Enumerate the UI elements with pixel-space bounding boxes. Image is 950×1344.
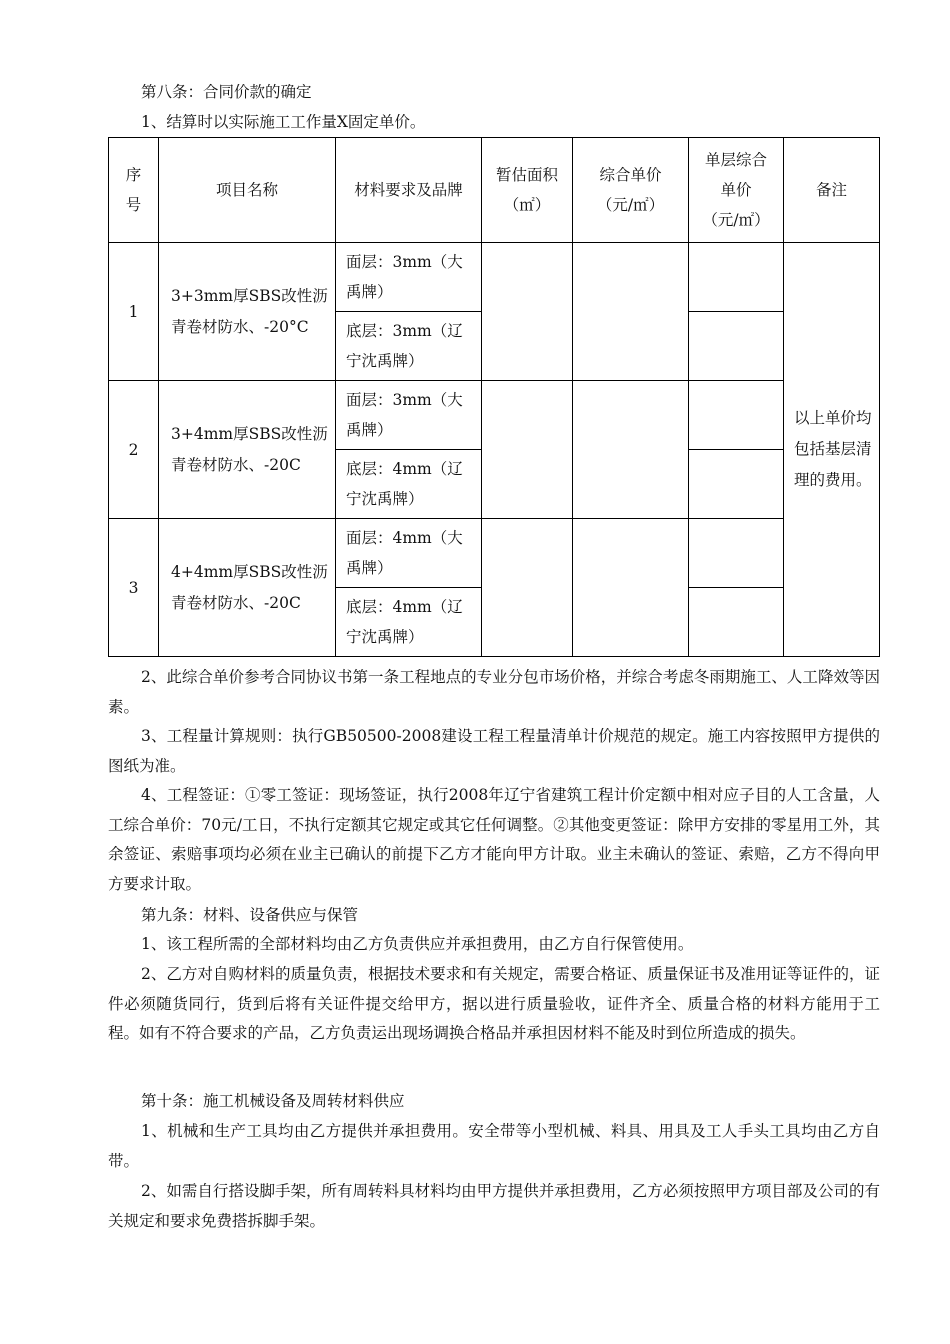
- section-8-title: 第八条：合同价款的确定: [141, 83, 312, 101]
- cell-top-layer: 面层：4mm（大禹牌）: [336, 519, 482, 588]
- section-10-item-1: 1、机械和生产工具均由乙方提供并承担费用。安全带等小型机械、料具、用具及工人手头工具均由乙方自带。: [108, 1122, 880, 1170]
- cell-note: 以上单价均包括基层清理的费用。: [784, 243, 880, 657]
- header-estimated-area: 暂估面积 （㎡）: [482, 138, 573, 243]
- section-9-item-2: 2、乙方对自购材料的质量负责，根据技术要求和有关规定，需要合格证、质量保证书及准用证等证件的，证件必须随货同行，货到后将有关证件提交给甲方，据以进行质量验收，证件齐全、质量合格的材料方能用于工程。如有不符合要求的产品，乙方负责运出现场调换合格品并承担因材料不能及时到位所造成的损失。: [108, 965, 880, 1042]
- price-table: [108, 137, 880, 657]
- cell-bottom-layer: 底层：4mm（辽宁沈禹牌）: [336, 588, 482, 657]
- header-layer-unit-price: 单层综合 单价 （元/㎡）: [689, 138, 784, 243]
- table-header-row: [109, 138, 880, 243]
- section-8-item-4: 4、工程签证：①零工签证：现场签证，执行2008年辽宁省建筑工程计价定额中相对应子目的人工含量，人工综合单价：70元/工日，不执行定额其它规定或其它任何调整。②其他变更签证：除甲方安排的零星用工外，其余签证、索赔事项均必须在业主已确认的前提下乙方才能向甲方计取。业主未确认的签证、索赔，乙方不得向甲方要求计取。: [108, 786, 880, 893]
- section-9-title: 第九条：材料、设备供应与保管: [141, 906, 359, 924]
- table-row: [109, 243, 880, 312]
- cell-layer-price: [689, 519, 784, 588]
- cell-item-name: 3+4mm厚SBS改性沥青卷材防水、-20C: [159, 381, 336, 519]
- section-10-title: 第十条：施工机械设备及周转材料供应: [141, 1092, 405, 1110]
- header-material: 材料要求及品牌: [336, 138, 482, 243]
- cell-layer-price: [689, 588, 784, 657]
- cell-layer-price: [689, 312, 784, 381]
- cell-unit-price: [573, 519, 689, 657]
- header-item-name: 项目名称: [159, 138, 336, 243]
- cell-bottom-layer: 底层：4mm（辽宁沈禹牌）: [336, 450, 482, 519]
- cell-unit-price: [573, 381, 689, 519]
- header-seq: 序 号: [109, 138, 159, 243]
- cell-top-layer: 面层：3mm（大禹牌）: [336, 381, 482, 450]
- table-row: [109, 381, 880, 450]
- cell-unit-price: [573, 243, 689, 381]
- cell-layer-price: [689, 243, 784, 312]
- cell-item-name: 4+4mm厚SBS改性沥青卷材防水、-20C: [159, 519, 336, 657]
- cell-bottom-layer: 底层：3mm（辽宁沈禹牌）: [336, 312, 482, 381]
- section-8-item-3: 3、工程量计算规则：执行GB50500-2008建设工程工程量清单计价规范的规定。施工内容按照甲方提供的图纸为准。: [108, 727, 880, 775]
- header-unit-price: 综合单价 （元/㎡）: [573, 138, 689, 243]
- section-8-item-2: 2、此综合单价参考合同协议书第一条工程地点的专业分包市场价格，并综合考虑冬雨期施工、人工降效等因素。: [108, 668, 880, 716]
- table-row: [109, 519, 880, 588]
- section-9-item-1: 1、该工程所需的全部材料均由乙方负责供应并承担费用，由乙方自行保管使用。: [141, 935, 694, 953]
- cell-estimated-area: [482, 519, 573, 657]
- section-10-item-2: 2、如需自行搭设脚手架，所有周转料具材料均由甲方提供并承担费用，乙方必须按照甲方项目部及公司的有关规定和要求免费搭拆脚手架。: [108, 1182, 880, 1230]
- cell-seq: 3: [109, 519, 159, 657]
- header-note: 备注: [784, 138, 880, 243]
- cell-seq: 1: [109, 243, 159, 381]
- cell-estimated-area: [482, 381, 573, 519]
- cell-item-name: 3+3mm厚SBS改性沥青卷材防水、-20°C: [159, 243, 336, 381]
- cell-layer-price: [689, 381, 784, 450]
- cell-estimated-area: [482, 243, 573, 381]
- cell-seq: 2: [109, 381, 159, 519]
- cell-layer-price: [689, 450, 784, 519]
- section-8-item-1: 1、结算时以实际施工工作量X固定单价。: [141, 113, 426, 131]
- cell-top-layer: 面层：3mm（大禹牌）: [336, 243, 482, 312]
